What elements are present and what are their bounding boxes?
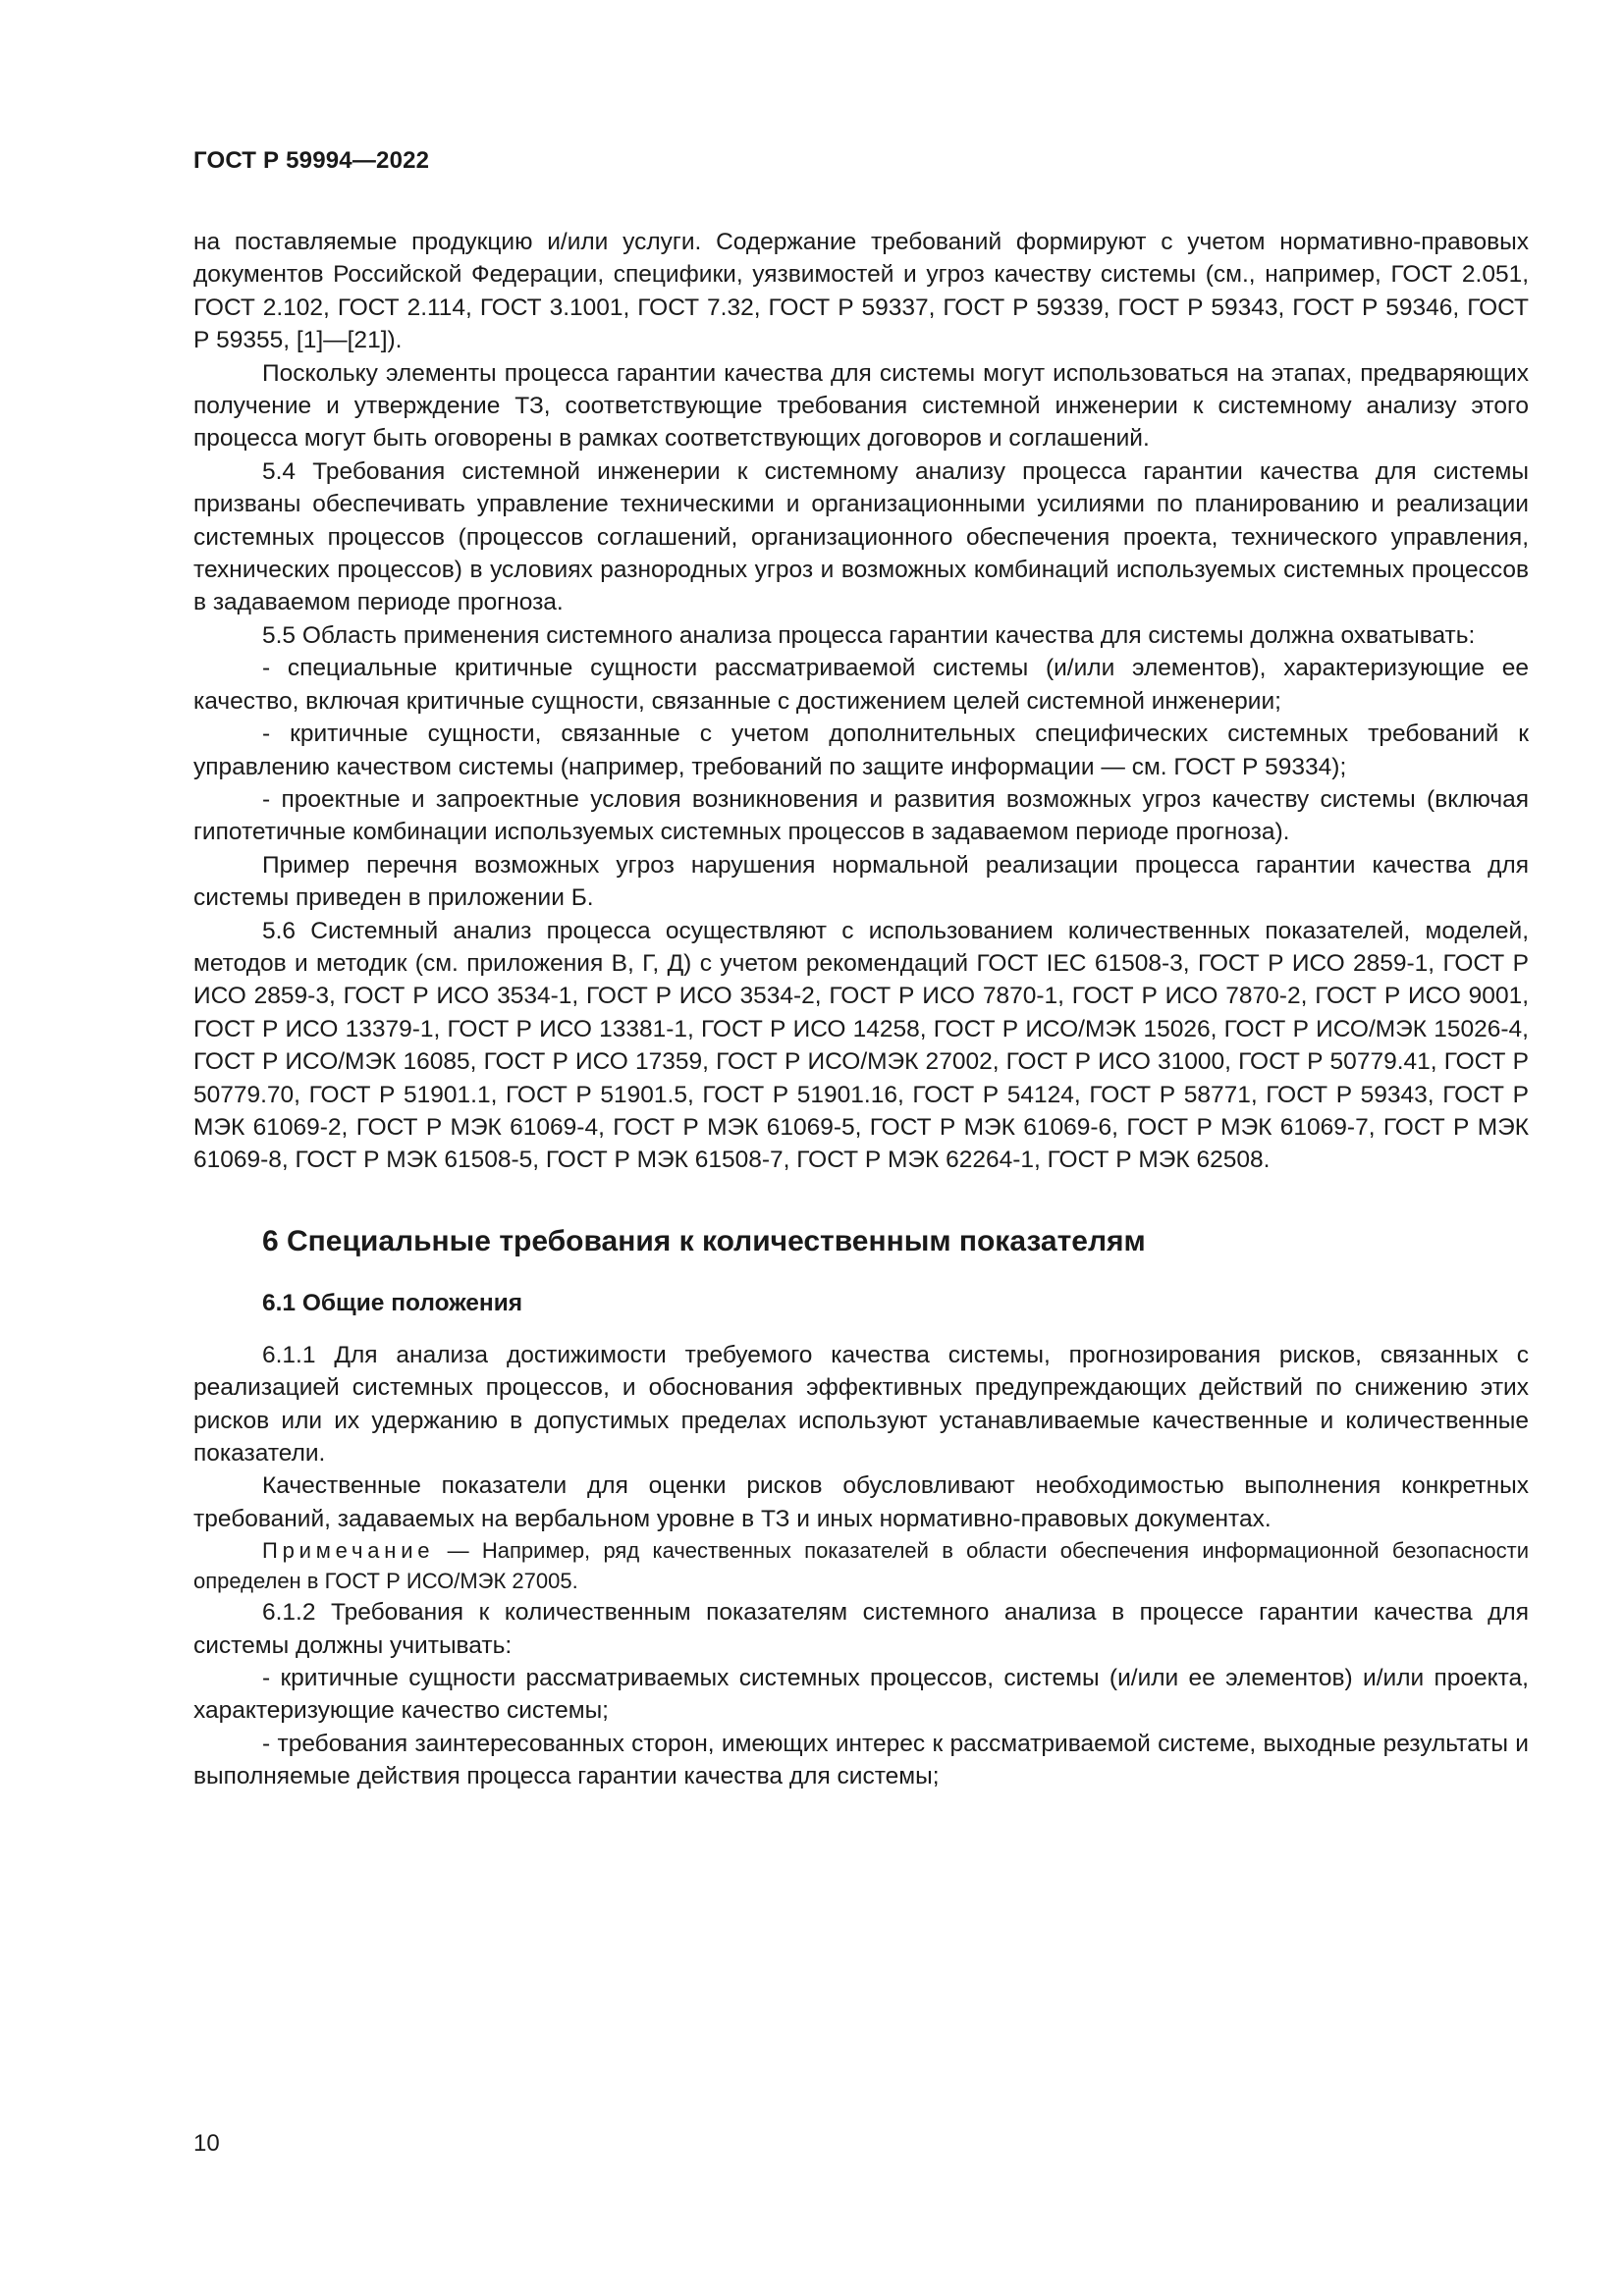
paragraph-5-4: 5.4 Требования системной инженерии к системному анализу процесса гарантии качества для системы призваны обеспечивать управление техническими и организационными усилиями по планированию и реализации системных процессов (процессов соглашений, организационного обеспечения проекта, технического управления, технических процессов) в условиях разнородных угроз и возможных комбинаций используемых системных процессов в задаваемом периоде прогноза. xyxy=(193,457,1529,616)
subsection-heading: 6.1 Общие положения xyxy=(262,1289,523,1316)
list-item: - критичные сущности рассматриваемых системных процессов, системы (и/или ее элементов) и/или проекта, характеризующие качество системы; xyxy=(193,1665,1529,1725)
paragraph-6-1-1: 6.1.1 Для анализа достижимости требуемого качества системы, прогнозирования рисков, связанных с реализацией системных процессов, и обоснования эффективных предупреждающих действий по снижению этих рисков или их удержанию в допустимых пределах используют устанавливаемые качественные и количественные показатели. xyxy=(193,1341,1529,1467)
list-item: - требования заинтересованных сторон, имеющих интерес к рассматриваемой системе, выходные результаты и выполняемые действия процесса гарантии качества для системы; xyxy=(193,1730,1529,1790)
paragraph: Качественные показатели для оценки рисков обусловливают необходимостью выполнения конкретных требований, задаваемых на вербальном уровне в ТЗ и иных нормативно-правовых документах. xyxy=(193,1472,1529,1532)
section-heading: 6 Специальные требования к количественным показателям xyxy=(262,1224,1146,1257)
document-body xyxy=(193,226,1529,1793)
paragraph-5-6: 5.6 Системный анализ процесса осуществляют с использованием количественных показателей, моделей, методов и методик (см. приложения В, Г, Д) с учетом рекомендаций ГОСТ IEC 61508-3, ГОСТ Р ИСО 2859-1, ГОСТ Р ИСО 2859-3, ГОСТ Р ИСО 3534-1, ГОСТ Р ИСО 3534-2, ГОСТ Р ИСО 7870-1, ГОСТ Р ИСО 7870-2, ГОСТ Р ИСО 9001, ГОСТ Р ИСО 13379-1, ГОСТ Р ИСО 13381-1, ГОСТ Р ИСО 14258, ГОСТ Р ИСО/МЭК 15026, ГОСТ Р ИСО/МЭК 15026-4, ГОСТ Р ИСО/МЭК 16085, ГОСТ Р ИСО 17359, ГОСТ Р ИСО/МЭК 27002, ГОСТ Р ИСО 31000, ГОСТ Р 50779.41, ГОСТ Р 50779.70, ГОСТ Р 51901.1, ГОСТ Р 51901.5, ГОСТ Р 51901.16, ГОСТ Р 54124, ГОСТ Р 58771, ГОСТ Р 59343, ГОСТ Р МЭК 61069-2, ГОСТ Р МЭК 61069-4, ГОСТ Р МЭК 61069-5, ГОСТ Р МЭК 61069-6, ГОСТ Р МЭК 61069-7, ГОСТ Р МЭК 61069-8, ГОСТ Р МЭК 61508-5, ГОСТ Р МЭК 61508-7, ГОСТ Р МЭК 62264-1, ГОСТ Р МЭК 62508. xyxy=(193,917,1529,1174)
paragraph-continuation: на поставляемые продукцию и/или услуги. Содержание требований формируют с учетом нормативно-правовых документов Российской Федерации, специфики, уязвимостей и угроз качеству системы (см., например, ГОСТ 2.051, ГОСТ 2.102, ГОСТ 2.114, ГОСТ 3.1001, ГОСТ 7.32, ГОСТ Р 59337, ГОСТ Р 59339, ГОСТ Р 59343, ГОСТ Р 59346, ГОСТ Р 59355, [1]—[21]). xyxy=(193,229,1529,354)
document-page xyxy=(193,0,1529,2296)
paragraph-5-5: 5.5 Область применения системного анализа процесса гарантии качества для системы должна охватывать: xyxy=(262,621,1476,649)
document-code-header: ГОСТ Р 59994—2022 xyxy=(193,147,430,174)
note-text: — Например, ряд качественных показателей в области обеспечения информационной безопасности определен в ГОСТ Р ИСО/МЭК 27005. xyxy=(193,1538,1529,1594)
list-item: - критичные сущности, связанные с учетом дополнительных специфических системных требований к управлению качеством системы (например, требований по защите информации — см. ГОСТ Р 59334); xyxy=(193,721,1529,780)
page-number: 10 xyxy=(193,2130,220,2157)
list-item: - специальные критичные сущности рассматриваемой системы (и/или элементов), характеризующие ее качество, включая критичные сущности, связанные с достижением целей системной инженерии; xyxy=(193,655,1529,715)
note-label: Примечание xyxy=(262,1538,435,1564)
list-item: - проектные и запроектные условия возникновения и развития возможных угроз качеству системы (включая гипотетичные комбинации используемых системных процессов в задаваемом периоде прогноза). xyxy=(193,785,1529,846)
paragraph-6-1-2: 6.1.2 Требования к количественным показателям системного анализа в процессе гарантии качества для системы должны учитывать: xyxy=(193,1599,1529,1659)
note xyxy=(193,1535,1529,1596)
paragraph: Поскольку элементы процесса гарантии качества для системы могут использоваться на этапах, предваряющих получение и утверждение ТЗ, соответствующие требования системной инженерии к системному анализу этого процесса могут быть оговорены в рамках соответствующих договоров и соглашений. xyxy=(193,359,1529,453)
paragraph: Пример перечня возможных угроз нарушения нормальной реализации процесса гарантии качества для системы приведен в приложении Б. xyxy=(193,851,1529,912)
